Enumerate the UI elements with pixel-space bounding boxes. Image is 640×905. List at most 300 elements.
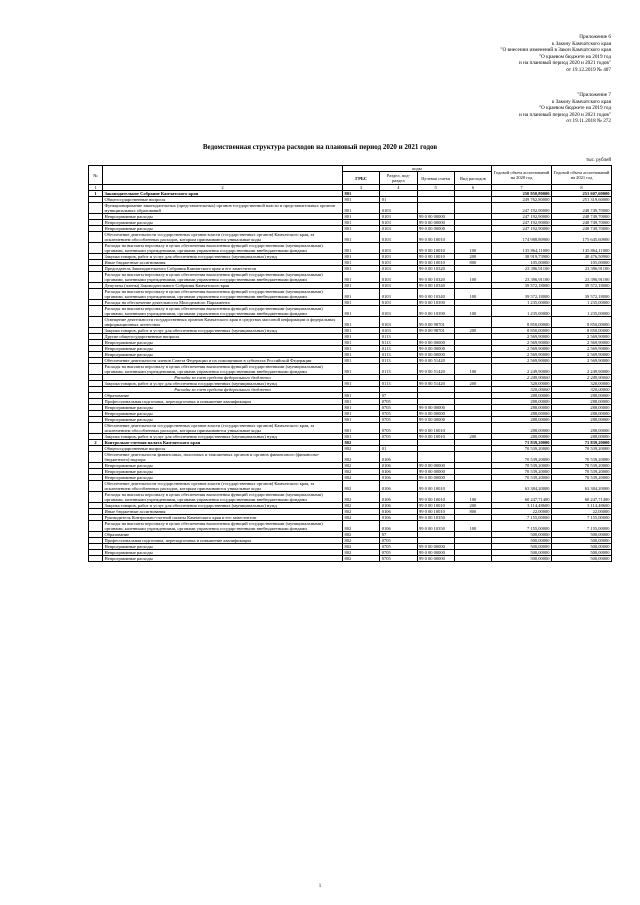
row-number [89,364,103,375]
row-amount-2020: 2 249,90000 [492,364,552,375]
row-expense-type: 800 [454,260,491,266]
row-name: Непрограммные расходы [103,226,343,232]
table-row [89,266,612,272]
row-name: Непрограммные расходы [103,556,343,562]
row-target-article: 99 0 00 00000 [417,544,454,550]
row-name: Непрограммные расходы [103,417,343,423]
row-grbs: 801 [343,220,380,226]
note-line: Приложение 6 [579,34,611,40]
row-expense-type: 100 [454,306,491,317]
row-amount-2021: 2 569,90000 [552,346,612,352]
row-name: Непрограммные расходы [103,475,343,481]
row-name: Обеспечение деятельности членов Совета Федерации и их помощников в субъектах Российской Федерации [103,358,343,364]
row-name: Закупка товаров, работ и услуг для обеспечения государственных (муниципальных) нужд [103,381,343,387]
row-grbs: 801 [343,197,380,203]
row-amount-2020: 247 192,90000 [492,203,552,214]
row-number [89,481,103,492]
row-amount-2021: 70 539,20000 [552,469,612,475]
table-row [89,203,612,214]
row-target-article: 99 0 00 00000 [417,550,454,556]
row-amount-2021: 2 249,90000 [552,364,612,375]
row-amount-2020: 38 919,73900 [492,254,552,260]
table-row [89,317,612,328]
column-number: 5 [417,185,454,191]
note-line: "О внесении изменений в Закон Камчатского края [500,47,611,54]
row-target-article: 99 0 00 00000 [417,469,454,475]
table-row [89,538,612,544]
row-expense-type [454,556,491,562]
row-amount-2021: 500,00000 [552,556,612,562]
row-razdel: 0113 [380,334,417,340]
row-grbs: 802 [343,440,380,446]
row-amount-2020: 288,00000 [492,423,552,434]
row-razdel: 0113 [380,352,417,358]
row-razdel: 0106 [380,503,417,509]
row-name: Образование [103,532,343,538]
expense-table-wrap [88,165,612,562]
row-razdel: 0106 [380,469,417,475]
row-razdel: 0705 [380,556,417,562]
header-2020: Годовой объем ассигнований на 2020 год [492,166,552,185]
row-razdel: 07 [380,532,417,538]
row-grbs: 801 [343,266,380,272]
row-amount-2020: 105,00000 [492,260,552,266]
row-number [89,317,103,328]
row-amount-2020: 8 850,00000 [492,317,552,328]
note-line: от 19.12.2019 № 407 [566,66,611,73]
row-expense-type: 100 [454,364,491,375]
row-grbs: 802 [343,521,380,532]
row-name: Общегосударственные вопросы [103,446,343,452]
row-number [89,452,103,463]
column-number: 6 [454,185,491,191]
row-razdel: 0103 [380,203,417,214]
row-name: Обеспечение деятельности государственных органов власти (государственных органов) Камчатского края, за исключением обособленных расходов, которым присваиваются уникальные коды [103,481,343,492]
row-amount-2020: 2 569,90000 [492,358,552,364]
row-number [89,556,103,562]
table-row [89,452,612,463]
row-razdel: 0103 [380,328,417,334]
row-amount-2021: 7 155,00000 [552,515,612,521]
row-number [89,423,103,434]
row-amount-2020: 250 950,80000 [492,191,552,197]
row-grbs: 801 [343,260,380,266]
row-name: Закупка товаров, работ и услуг для обеспечения государственных (муниципальных) нужд [103,503,343,509]
row-grbs: 802 [343,550,380,556]
row-razdel: 0113 [380,358,417,364]
row-grbs: 802 [343,509,380,515]
column-number: 8 [552,185,612,191]
row-amount-2021: 2 569,90000 [552,358,612,364]
row-name: Непрограммные расходы [103,214,343,220]
table-row [89,272,612,283]
note-line: к Закону Камчатского края [551,98,611,105]
row-grbs: 801 [343,300,380,306]
row-grbs: 802 [343,544,380,550]
row-amount-2020: 2 569,90000 [492,352,552,358]
row-target-article: 99 0 00 10390 [417,306,454,317]
row-name: Расходы на выплаты персоналу в целях обеспечения выполнения функций государственными (муниципальными) органами, казенными учреждениями, органами управления государственными внебюджетными фондами [103,272,343,283]
row-amount-2021: 8 850,00000 [552,328,612,334]
row-number [89,306,103,317]
table-row [89,232,612,243]
row-amount-2020: 23 396,91100 [492,266,552,272]
row-name: Иные бюджетные ассигнования [103,260,343,266]
row-amount-2020: 288,00000 [492,434,552,440]
row-razdel: 0113 [380,340,417,346]
row-razdel: 0103 [380,260,417,266]
note-line: "Приложение 7 [577,92,611,98]
row-razdel: 0103 [380,232,417,243]
row-grbs: 801 [343,306,380,317]
table-row [89,515,612,521]
row-razdel: 0106 [380,515,417,521]
table-row [89,243,612,254]
row-amount-2020: 23 396,91100 [492,272,552,283]
row-expense-type [454,423,491,434]
units-label: тыс. рублей [586,158,611,163]
row-name: Обеспечение деятельности государственных органов власти (государственных органов) Камчатского края, за исключением обособленных расходов, которым присваиваются уникальные коды [103,232,343,243]
row-grbs: 801 [343,283,380,289]
row-target-article [417,452,454,463]
note-line: и на плановый период 2020 и 2021 годов" [519,60,611,67]
row-name: Депутаты (члены) Законодательного Собрания Камчатского края [103,283,343,289]
row-grbs: 801 [343,399,380,405]
row-name: Непрограммные расходы [103,352,343,358]
row-amount-2020: 2 569,90000 [492,340,552,346]
row-amount-2021: 248 749,70000 [552,203,612,214]
row-grbs: 801 [343,364,380,375]
column-number: 3 [343,185,380,191]
row-grbs: 801 [343,232,380,243]
row-grbs: 801 [343,352,380,358]
row-amount-2020: 70 539,20000 [492,463,552,469]
row-amount-2020: 288,00000 [492,393,552,399]
row-amount-2020: 3 114,48600 [492,503,552,509]
row-grbs: 802 [343,475,380,481]
row-amount-2020: 174 988,80900 [492,232,552,243]
row-grbs: 801 [343,214,380,220]
row-amount-2021: 40 476,50900 [552,254,612,260]
row-expense-type: 800 [454,509,491,515]
row-target-article: 99 0 00 10390 [417,300,454,306]
row-name: Расходы за счет средств федерального бюджета [103,375,343,381]
row-grbs: 802 [343,481,380,492]
page-number: 1 [318,884,322,889]
row-target-article: 99 0 00 00000 [417,411,454,417]
row-amount-2021: 320,00000 [552,387,612,393]
row-amount-2020: 2 249,90000 [492,375,552,381]
row-grbs: 802 [343,503,380,509]
row-grbs: 801 [343,243,380,254]
row-name: Расходы на выплаты персоналу в целях обеспечения выполнения функций государственными (муниципальными) органами, казенными учреждениями, органами управления государственными внебюджетными фондами [103,492,343,503]
row-target-article: 99 0 00 10010 [417,434,454,440]
row-razdel: 0103 [380,289,417,300]
row-amount-2021: 2 569,90000 [552,340,612,346]
row-grbs: 801 [343,346,380,352]
row-amount-2021: 288,00000 [552,399,612,405]
row-grbs: 802 [343,556,380,562]
row-name: Освещение деятельности государственных органов Камчатского края в средствах массовой информации и федеральных информационных агентствах [103,317,343,328]
row-amount-2021: 2 569,90000 [552,334,612,340]
row-number [89,521,103,532]
row-name: Председатель Законодательного Собрания Камчатского края и его заместители [103,266,343,272]
table-row [89,381,612,387]
row-razdel: 07 [380,393,417,399]
header-cs: Целевая статья [417,172,454,185]
row-target-article: 99 0 00 00000 [417,352,454,358]
row-amount-2020: 39 572,18000 [492,289,552,300]
row-name: Непрограммные расходы [103,411,343,417]
row-razdel: 0103 [380,226,417,232]
row-target-article: 99 0 00 00000 [417,463,454,469]
table-row [89,289,612,300]
table-row [89,503,612,509]
row-amount-2021: 2 569,90000 [552,352,612,358]
row-grbs: 802 [343,463,380,469]
table-row [89,434,612,440]
row-name: Общегосударственные вопросы [103,197,343,203]
table-row [89,440,612,446]
row-target-article: 99 0 00 10010 [417,492,454,503]
row-grbs: 801 [343,434,380,440]
row-amount-2020: 288,00000 [492,411,552,417]
row-amount-2021: 63 384,20000 [552,481,612,492]
row-razdel: 0705 [380,434,417,440]
row-grbs: 802 [343,492,380,503]
row-amount-2021: 71 839,20000 [552,440,612,446]
table-row [89,358,612,364]
row-amount-2021: 288,00000 [552,411,612,417]
table-row [89,423,612,434]
row-grbs: 801 [343,226,380,232]
row-name: Непрограммные расходы [103,463,343,469]
table-row [89,556,612,562]
column-number: 1 [89,185,103,191]
row-target-article: 99 0 00 10010 [417,243,454,254]
row-name: Закупка товаров, работ и услуг для обеспечения государственных (муниципальных) нужд [103,254,343,260]
row-amount-2020: 63 384,20000 [492,481,552,492]
row-name: Контрольно-счетная палата Камчатского края [103,440,343,446]
row-target-article: 99 0 00 00000 [417,405,454,411]
row-amount-2020: 7 155,00000 [492,515,552,521]
row-amount-2020: 70 539,20000 [492,469,552,475]
row-amount-2020: 22,00000 [492,509,552,515]
row-name: Расходы на выплаты персоналу в целях обеспечения выполнения функций государственными (муниципальными) органами, казенными учреждениями, органами управления государственными внебюджетными фондами [103,243,343,254]
row-amount-2021: 288,00000 [552,393,612,399]
row-target-article: 99 0 00 10340 [417,283,454,289]
header-number: № [89,166,103,185]
row-target-article: 99 0 00 10010 [417,481,454,492]
row-amount-2020: 288,00000 [492,399,552,405]
row-number [89,243,103,254]
row-razdel: 0705 [380,423,417,434]
row-amount-2021: 500,00000 [552,538,612,544]
row-amount-2021: 60 247,71400 [552,492,612,503]
row-razdel: 0103 [380,220,417,226]
row-name: Образование [103,393,343,399]
row-target-article: 99 0 00 10010 [417,232,454,243]
row-amount-2020: 500,00000 [492,532,552,538]
row-target-article: 99 0 00 00000 [417,475,454,481]
row-razdel: 0705 [380,550,417,556]
row-razdel: 0113 [380,381,417,387]
row-amount-2021: 70 539,20000 [552,463,612,469]
row-name: Расходы на выплаты персоналу в целях обеспечения выполнения функций государственными (муниципальными) органами, казенными учреждениями, органами управления государственными внебюджетными фондами [103,364,343,375]
row-razdel: 01 [380,446,417,452]
row-grbs: 801 [343,423,380,434]
row-amount-2020: 320,00000 [492,387,552,393]
row-name: Расходы за счет средств федерального бюджета [103,387,343,393]
column-number: 2 [103,185,343,191]
row-amount-2020: 60 247,71400 [492,492,552,503]
row-target-article: 99 0 00 10010 [417,509,454,515]
row-name: Руководитель Контрольно-счетной палаты Камчатского края и его заместители [103,515,343,521]
row-razdel: 0103 [380,266,417,272]
row-number [89,289,103,300]
header-2021: Годовой объем ассигнований на 2021 год [552,166,612,185]
row-target-article: 99 0 00 10320 [417,272,454,283]
row-grbs: 801 [343,358,380,364]
row-grbs: 801 [343,417,380,423]
row-target-article: 99 0 00 10350 [417,521,454,532]
row-razdel: 0103 [380,317,417,328]
row-amount-2021: 500,00000 [552,544,612,550]
row-amount-2021: 7 155,00000 [552,521,612,532]
table-row [89,328,612,334]
expense-table [88,165,612,562]
row-number [89,203,103,214]
row-target-article: 99 0 00 10010 [417,503,454,509]
row-amount-2021: 22,00000 [552,509,612,515]
appendix-note-6 [500,34,611,74]
row-name: Функционирование законодательных (представительных) органов государственной власти и представительных органов муниципальных образований [103,203,343,214]
row-target-article: 99 0 00 00000 [417,346,454,352]
row-expense-type: 100 [454,272,491,283]
row-expense-type [454,452,491,463]
row-amount-2020: 1 235,00000 [492,306,552,317]
row-razdel: 0106 [380,492,417,503]
row-grbs: 801 [343,328,380,334]
row-amount-2020: 70 539,20000 [492,452,552,463]
row-razdel: 0705 [380,417,417,423]
row-amount-2020: 1 235,00000 [492,300,552,306]
row-expense-type: 200 [454,503,491,509]
row-target-article: 99 0 00 10010 [417,260,454,266]
note-line: от 19.11.2018 № 272 [566,118,611,125]
row-name: Непрограммные расходы [103,550,343,556]
row-target-article: 99 0 00 00000 [417,214,454,220]
row-amount-2021: 23 396,91100 [552,272,612,283]
row-razdel: 0106 [380,475,417,481]
row-name: Обеспечение деятельности финансовых, налоговых и таможенных органов и органов финансового (финансово-бюджетного) надзора [103,452,343,463]
row-amount-2020: 500,00000 [492,556,552,562]
row-number [89,492,103,503]
row-razdel: 0705 [380,399,417,405]
table-row [89,300,612,306]
row-name: Законодательное Собрание Камчатского края [103,191,343,197]
row-number: 2 [89,440,103,446]
row-grbs: 801 [343,381,380,387]
row-amount-2021: 288,00000 [552,434,612,440]
row-name: Обеспечение деятельности государственных органов власти (государственных органов) Камчатского края, за исключением обособленных расходов, которым присваиваются уникальные коды [103,423,343,434]
row-expense-type: 200 [454,328,491,334]
row-name: Непрограммные расходы [103,544,343,550]
row-amount-2020: 500,00000 [492,544,552,550]
row-amount-2020: 320,00000 [492,381,552,387]
row-name: Расходы на выплаты персоналу в целях обеспечения выполнения функций государственными (муниципальными) органами, казенными учреждениями, органами управления государственными внебюджетными фондами [103,521,343,532]
row-amount-2021: 39 572,18000 [552,289,612,300]
row-amount-2021: 8 850,00000 [552,317,612,328]
row-grbs: 801 [343,411,380,417]
row-razdel: 0103 [380,272,417,283]
row-amount-2020: 7 155,00000 [492,521,552,532]
row-amount-2021: 320,00000 [552,381,612,387]
header-grbs: ГРБС [343,172,380,185]
row-razdel: 0106 [380,463,417,469]
header-razdel: Раздел, под-раздел [380,172,417,185]
row-grbs: 802 [343,538,380,544]
row-amount-2020: 135 864,11000 [492,243,552,254]
row-amount-2020: 70 539,20000 [492,446,552,452]
row-amount-2021: 70 539,20000 [552,475,612,481]
table-row [89,399,612,405]
row-name: Закупка товаров, работ и услуг для обеспечения государственных (муниципальных) нужд [103,434,343,440]
row-razdel: 0705 [380,538,417,544]
table-row [89,283,612,289]
column-number: 4 [380,185,417,191]
row-razdel: 0705 [380,405,417,411]
row-grbs: 801 [343,191,380,197]
row-grbs: 802 [343,446,380,452]
row-amount-2021: 248 749,70000 [552,214,612,220]
row-razdel: 0103 [380,300,417,306]
row-grbs: 802 [343,452,380,463]
document-title: Ведомственная структура расходов на плановый период 2020 и 2021 годов [202,143,438,151]
row-name: Профессиональная подготовка, переподготовка и повышение квалификации [103,538,343,544]
row-razdel: 0106 [380,521,417,532]
row-expense-type [454,232,491,243]
table-row [89,492,612,503]
row-amount-2020: 247 192,90000 [492,226,552,232]
row-razdel: 0103 [380,306,417,317]
row-grbs: 801 [343,272,380,283]
row-number: 1 [89,191,103,197]
row-razdel: 0103 [380,214,417,220]
header-codes: коды [343,166,492,172]
row-expense-type: 200 [454,381,491,387]
row-amount-2021: 175 645,60900 [552,232,612,243]
row-expense-type: 100 [454,289,491,300]
row-razdel: 0103 [380,243,417,254]
row-amount-2021: 1 235,00000 [552,306,612,317]
table-row [89,481,612,492]
header-vr: Вид расходов [454,172,491,185]
row-grbs: 802 [343,532,380,538]
row-amount-2021: 248 749,70000 [552,226,612,232]
row-amount-2020: 288,00000 [492,417,552,423]
row-target-article: 99 0 00 00000 [417,340,454,346]
table-row [89,364,612,375]
row-razdel: 0705 [380,411,417,417]
row-amount-2021: 288,00000 [552,423,612,434]
row-grbs: 801 [343,254,380,260]
table-row [89,306,612,317]
row-razdel: 0106 [380,452,417,463]
row-razdel: 0113 [380,364,417,375]
appendix-note-7 [519,92,611,125]
row-grbs: 801 [343,393,380,399]
